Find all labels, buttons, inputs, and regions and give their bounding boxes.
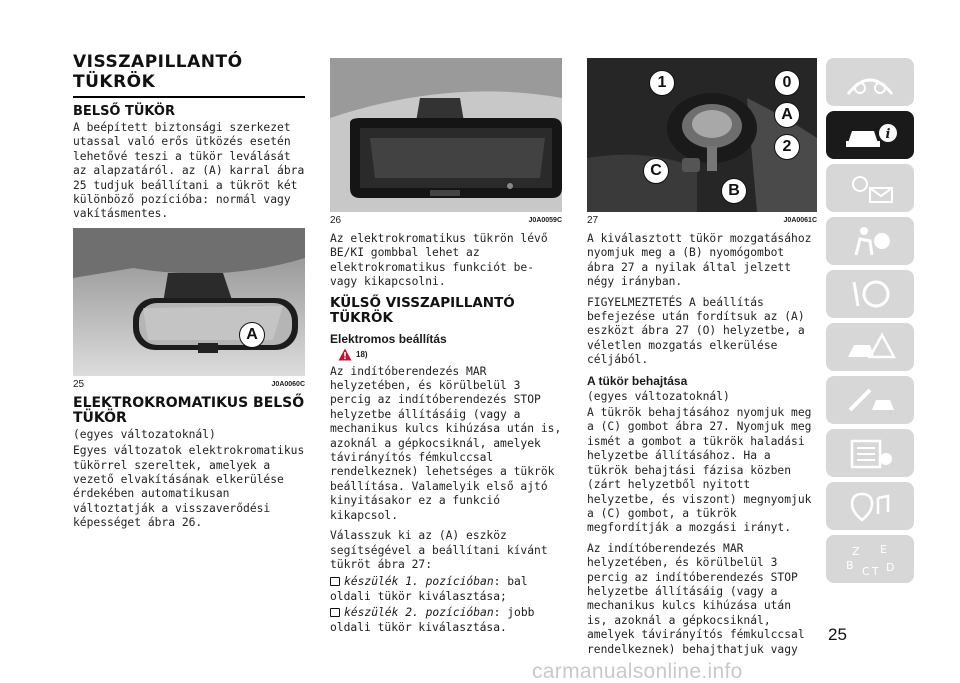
paragraph: A kiválasztott tükör mozgatásához nyomjuk meg a (B) nyomógombot ábra 27 a nyilak által jelzett négy irányban. (587, 232, 812, 289)
subsection-title-interior-mirror: BELSŐ TÜKÖR (73, 104, 175, 119)
chapter-tab-car-info[interactable] (826, 111, 914, 159)
subsection-title-exterior-mirrors: KÜLSŐ VISSZAPILLANTÓ TÜKRÖK (330, 294, 515, 326)
title-rule (73, 96, 305, 98)
warning-triangle-icon (338, 348, 352, 361)
minor-heading-folding: A tükör behajtása (587, 373, 688, 388)
lights-mail-icon (842, 170, 898, 206)
paragraph: (egyes változatoknál) (73, 427, 216, 441)
figure-number: 25 (73, 378, 85, 390)
paragraph: A beépített biztonsági szerkezet utassal való erős ütközés esetén lehetővé teszi a tükör leválását az alapzatáról. az (A) karral ábra 25 tudjuk beállítani a tükröt két különböző pozícióba: normál vagy vakításmentes. (73, 121, 305, 221)
column-2 (330, 52, 562, 637)
paragraph: Az indítóberendezés MAR helyzetében, és körülbelül 3 percig az indítóberendezés STOP helyzetbe állításáig (vagy a mechanikus kulcs kihúzása után is, azoknál a gépkocsiknál, amelyek távirányítós fémkulccsal rendelkeznek) behajthatjuk vagy (587, 541, 805, 656)
chapter-tab-media[interactable] (826, 482, 914, 530)
callout-1: 1 (649, 70, 675, 96)
bullet-icon (330, 577, 340, 586)
callout-b: B (721, 178, 747, 204)
list-item (330, 575, 562, 604)
watermark: carmanualsonline.info (532, 660, 743, 683)
figure-number: 26 (330, 215, 342, 226)
index-letter: B (846, 559, 854, 572)
column-3 (587, 52, 817, 663)
chapter-tab-airbag[interactable] (826, 217, 914, 265)
callout-a: A (239, 322, 265, 348)
bullet-emphasis: készülék 2. pozícióban (344, 606, 494, 620)
paragraph: A tükrök behajtásához nyomjuk meg a (C) gombot ábra 27. Nyomjuk meg ismét a gombot a tükrök haladási helyzetbe állításához. Ha a tükrök behajtási fázisa közben (zárt helyzetből nyitott helyzetbe, és viszont) megnyomjuk a (C) gombot, a tükrök megfordítják a mozgási irányt. (587, 406, 812, 535)
chapter-tab-index[interactable] (826, 535, 914, 583)
chapter-tab-lights[interactable] (826, 164, 914, 212)
car-info-icon (842, 117, 898, 153)
index-letter: E (880, 543, 887, 556)
car-crash-warning-icon (842, 329, 898, 365)
wrench-car-icon (842, 382, 898, 418)
list-item (330, 606, 562, 635)
warning-reference (338, 348, 562, 361)
figure-caption-26 (330, 215, 562, 226)
alphabet-index-icon (842, 541, 898, 577)
chapter-tab-dashboard[interactable] (826, 58, 914, 106)
callout-2: 2 (774, 134, 800, 160)
index-letter: Z (852, 545, 860, 558)
callout-c: C (643, 158, 669, 184)
chapter-sidebar (826, 58, 914, 588)
section-title: VISSZAPILLANTÓ TÜKRÖK (73, 52, 243, 92)
index-letter: D (886, 561, 895, 574)
chapter-tab-crash-warning[interactable] (826, 323, 914, 371)
figure-25 (73, 228, 305, 376)
figure-number: 27 (587, 215, 599, 226)
index-letter: C (862, 565, 870, 577)
callout-0: 0 (774, 70, 800, 96)
chapter-tab-maintenance[interactable] (826, 376, 914, 424)
steering-warning-icon (842, 276, 898, 312)
figure-code: J0A0059C (528, 217, 562, 224)
paragraph: Az indítóberendezés MAR helyzetében, és körülbelül 3 percig az indítóberendezés STOP helyzetbe állításáig (vagy a mechanikus kulcs kihúzása után is, azoknál a gépkocsiknál, amelyek távirányítós fémkulccsal rendelkeznek) lehetséges a tükrök beállítása. Valamelyik első ajtó kinyitásakor ez a funkció kikapcsol. (330, 364, 562, 522)
warning-ref-number: 18) (356, 349, 368, 359)
paragraph: Válasszuk ki az (A) eszköz segítségével a beállítani kívánt tükröt ábra 27: (330, 529, 548, 571)
airbag-icon (842, 223, 898, 259)
chapter-tab-checklist[interactable] (826, 429, 914, 477)
minor-heading-electric-adjust: Elektromos beállítás (330, 331, 447, 346)
rearview-mirror-illustration (73, 228, 305, 376)
chapter-tab-steering[interactable] (826, 270, 914, 318)
page-number: 25 (828, 625, 847, 644)
callout-a: A (774, 102, 800, 128)
figure-code: J0A0060C (271, 380, 305, 388)
figure-caption-25 (73, 379, 305, 390)
bullet-text: : jobb oldali tükör kiválasztása. (330, 606, 535, 634)
bullet-emphasis: készülék 1. pozícióban (344, 575, 494, 589)
paragraph: (egyes változatoknál) (587, 389, 730, 403)
paragraph: Egyes változatok elektrokromatikus tükörrel szereltek, amelyek a vezető elvakításának elkerülése érdekében automatikusan változtatják a visszaverődési képességet ábra 26. (73, 444, 305, 530)
figure-27 (587, 58, 817, 212)
subsection-title-electrochromic: ELEKTROKROMATIKUS BELSŐ TÜKÖR (73, 394, 305, 426)
media-navigation-icon (842, 488, 898, 524)
figure-caption-27 (587, 215, 817, 226)
column-1 (73, 52, 305, 537)
bullet-text: : bal oldali tükör kiválasztása; (330, 575, 528, 603)
dashboard-icon (842, 64, 898, 100)
paragraph: FIGYELMEZTETÉS A beállítás befejezése után fordítsuk az (A) eszközt ábra 27 (O) helyzetbe, a véletlen mozgatás elkerülése céljából. (587, 295, 805, 367)
checklist-icon (842, 435, 898, 471)
figure-26 (330, 58, 562, 212)
bullet-icon (330, 608, 340, 617)
paragraph: Az elektrokromatikus tükrön lévő BE/KI gombbal lehet az elektrokromatikus funkciót be- vagy kikapcsolni. (330, 232, 548, 289)
electrochromic-mirror-illustration (330, 58, 562, 212)
index-letter: T (872, 565, 879, 577)
svg-text:i: i (885, 127, 891, 142)
figure-code: J0A0061C (783, 217, 817, 224)
